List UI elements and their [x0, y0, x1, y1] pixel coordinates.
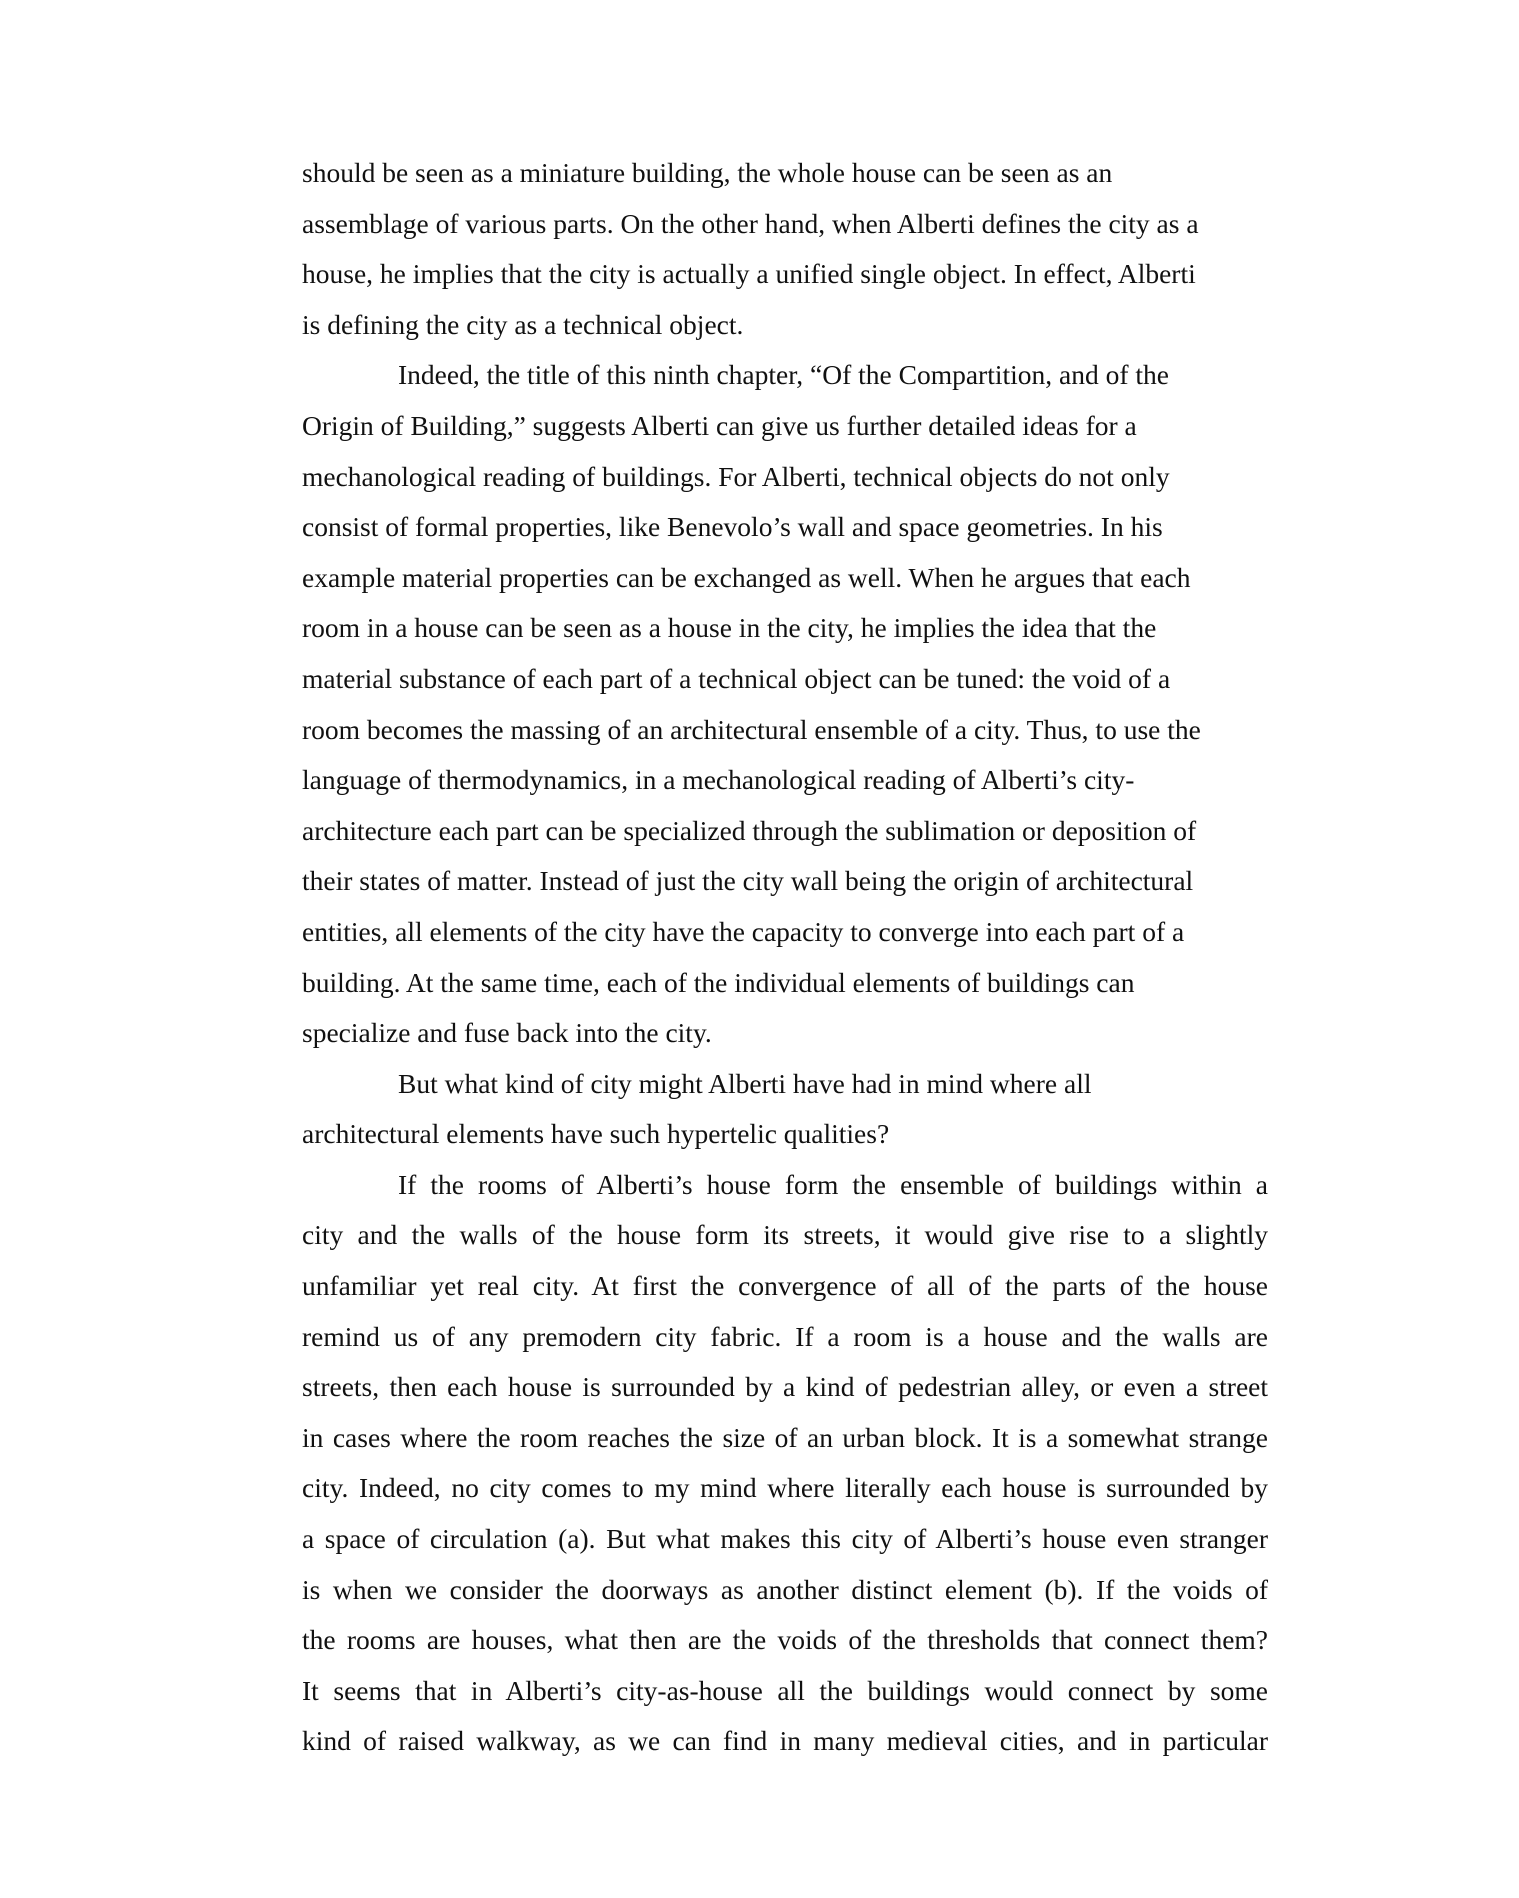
text-line: architecture each part can be specialized through the sublimation or deposition of	[302, 814, 1197, 846]
text-line: their states of matter. Instead of just the city wall being the origin of architectural	[302, 865, 1194, 897]
text-line: example material properties can be exchanged as well. When he argues that each	[302, 561, 1191, 593]
text-line: room becomes the massing of an architectural ensemble of a city. Thus, to use the	[302, 713, 1201, 745]
text-line: remind us of any premodern city fabric. If a room is a house and the walls are	[302, 1320, 1268, 1352]
text-line: entities, all elements of the city have the capacity to converge into each part of a	[302, 915, 1185, 947]
text-line: a space of circulation (a). But what makes this city of Alberti’s house even stranger	[302, 1523, 1268, 1555]
text-line: should be seen as a miniature building, the whole house can be seen as an	[302, 157, 1113, 188]
text-line: in cases where the room reaches the size of an urban block. It is a somewhat strange	[302, 1421, 1268, 1453]
text-line: the rooms are houses, what then are the voids of the thresholds that connect them?	[302, 1624, 1268, 1656]
text-line: is defining the city as a technical object.	[302, 308, 744, 340]
text-line: Origin of Building,” suggests Alberti can give us further detailed ideas for a	[302, 409, 1137, 441]
text-line: language of thermodynamics, in a mechanological reading of Alberti’s city-	[302, 764, 1135, 796]
text-line: unfamiliar yet real city. At first the convergence of all of the parts of the house	[302, 1270, 1268, 1302]
text-line: kind of raised walkway, as we can find in many medieval cities, and in particular	[302, 1725, 1268, 1757]
text-line: It seems that in Alberti’s city-as-house all the buildings would connect by some	[302, 1674, 1268, 1706]
text-line: architectural elements have such hypertelic qualities?	[302, 1118, 890, 1150]
text-line: streets, then each house is surrounded by a kind of pedestrian alley, or even a street	[302, 1371, 1268, 1403]
text-line: room in a house can be seen as a house in the city, he implies the idea that the	[302, 612, 1157, 644]
text-line: city and the walls of the house form its streets, it would give rise to a slightly	[302, 1219, 1268, 1251]
text-line: material substance of each part of a technical object can be tuned: the void of a	[302, 662, 1171, 694]
text-line: consist of formal properties, like Benevolo’s wall and space geometries. In his	[302, 511, 1163, 543]
text-line: city. Indeed, no city comes to my mind where literally each house is surrounded by	[302, 1472, 1268, 1504]
text-line: building. At the same time, each of the individual elements of buildings can	[302, 966, 1135, 998]
text-line: is when we consider the doorways as another distinct element (b). If the voids of	[302, 1573, 1268, 1605]
text-line: assemblage of various parts. On the other hand, when Alberti defines the city as a	[302, 207, 1199, 239]
text-line: Indeed, the title of this ninth chapter, “Of the Compartition, and of the	[398, 359, 1169, 391]
text-line: But what kind of city might Alberti have had in mind where all	[398, 1067, 1092, 1099]
text-line: mechanological reading of buildings. For Alberti, technical objects do not only	[302, 460, 1170, 492]
text-line: If the rooms of Alberti’s house form the ensemble of buildings within a	[398, 1168, 1268, 1200]
body-text	[302, 148, 1268, 1767]
text-line: specialize and fuse back into the city.	[302, 1017, 712, 1049]
text-line: house, he implies that the city is actually a unified single object. In effect, Alberti	[302, 258, 1196, 290]
